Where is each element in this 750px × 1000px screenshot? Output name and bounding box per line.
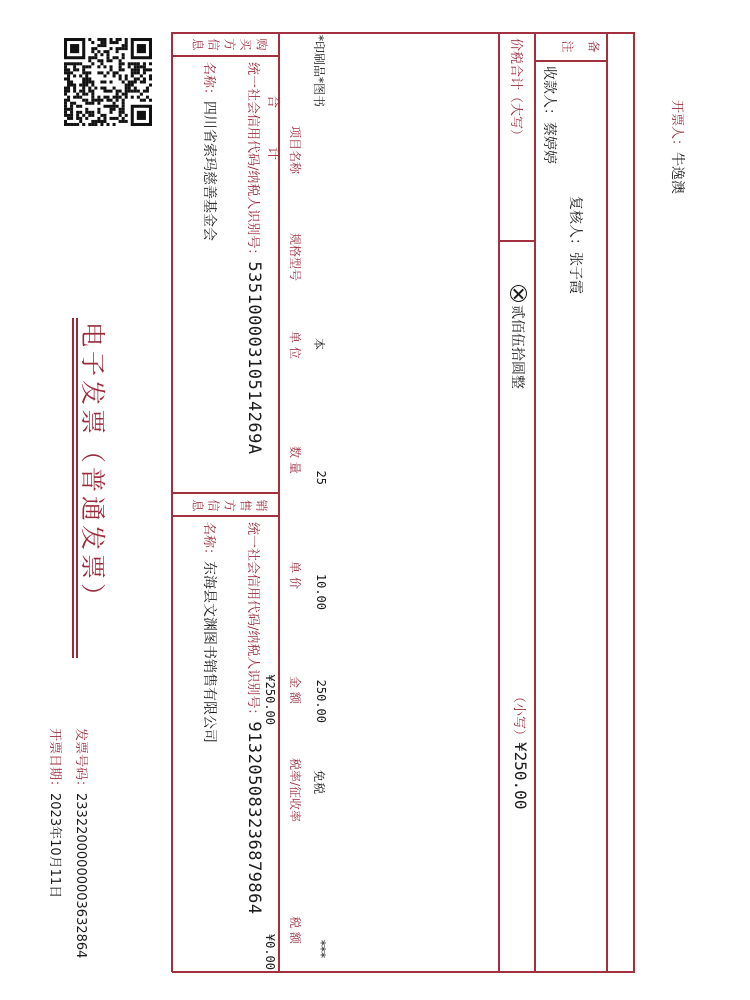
issuer: 开票人：牛逸澳 (669, 100, 685, 195)
header-tax-rate: 税率/征收率 (288, 757, 302, 823)
total-label: 合 计 (265, 95, 280, 161)
buyer-tax-id: 统一社会信用代码/纳税人识别号：53510000310514269A (244, 62, 264, 455)
row-unit-price: 10.00 (314, 573, 328, 610)
header-unit-price: 单 价 (288, 561, 302, 589)
seller-tax-id: 统一社会信用代码/纳税人识别号：913205083236879864 (244, 522, 264, 915)
buyer-name: 名称：四川省索玛慈善基金会 (201, 62, 217, 242)
header-unit: 单 位 (288, 331, 302, 359)
grand-total-lower: （小写）¥250.00 (511, 690, 530, 810)
remarks-label: 备注 (548, 39, 600, 53)
row-tax-rate: 免税 (312, 770, 326, 795)
seller-section-label: 销售方信息 (188, 498, 268, 512)
grand-total-upper: 价税合计（大写） (508, 38, 523, 143)
header-item-name: 项目名称 (288, 125, 302, 174)
grand-total-upper-value: 贰佰伍拾圆整 (508, 285, 528, 389)
invoice-title: 电子发票（普通发票） (78, 322, 107, 613)
header-amount: 金 额 (288, 676, 302, 704)
header-tax: 税 额 (288, 916, 302, 944)
qr-code (64, 38, 152, 126)
reviewer: 复核人：张子霞 (567, 196, 583, 294)
seller-name: 名称：东海县文渊图书销售有限公司 (201, 522, 217, 744)
total-amount: ¥250.00 (263, 674, 277, 725)
invoice-date: 开票日期：2023年10月11日 (47, 728, 62, 899)
invoice-number: 发票号码：23322000000003632864 (73, 728, 88, 959)
buyer-section-label: 购买方信息 (188, 37, 268, 51)
row-item-name: *印刷品*图书 (312, 35, 326, 108)
total-tax: ¥0.00 (263, 933, 277, 970)
row-quantity: 25 (314, 470, 328, 485)
row-unit: 本 (312, 338, 326, 351)
row-tax: *** (314, 940, 328, 958)
circle-x-icon (510, 285, 527, 302)
header-spec: 规格型号 (288, 232, 302, 281)
row-amount: 250.00 (314, 679, 328, 723)
header-quantity: 数 量 (288, 446, 302, 474)
payee: 收款人：蔡婷婷 (541, 66, 557, 164)
